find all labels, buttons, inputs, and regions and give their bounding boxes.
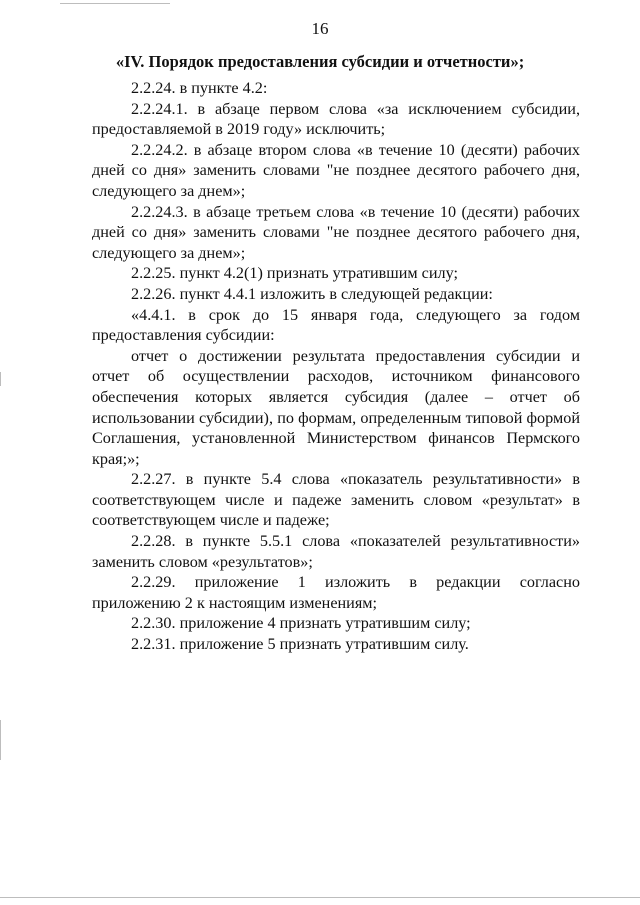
paragraph: 2.2.28. в пункте 5.5.1 слова «показателей результативности» заменить словом «результатов»; <box>92 532 580 571</box>
paragraph: 2.2.25. пункт 4.2(1) признать утратившим силу; <box>131 264 458 283</box>
paragraph: 2.2.26. пункт 4.4.1 изложить в следующей редакции: <box>131 284 493 303</box>
paragraph: отчет о достижении результата предоставления субсидии и отчет об осуществлении расходов, источником финансового обеспечения которых является субсидия (далее – отчет об использовании субсидии), по формам, определенным типовой формой Соглашения, установленной Министерством финансов Пермского края;»; <box>92 346 580 468</box>
paragraph: «4.4.1. в срок до 15 января года, следующего за годом предоставления субсидии: <box>92 305 580 345</box>
paragraph: 2.2.24.3. в абзаце третьем слова «в течение 10 (десяти) рабочих дней со дня» заменить словами "не позднее десятого рабочего дня, следующего за днем»; <box>92 202 580 262</box>
scan-edge-mark-top <box>60 3 170 4</box>
document-body <box>92 78 580 655</box>
scan-edge-mark-left-1 <box>0 372 1 386</box>
section-heading: «IV. Порядок предоставления субсидии и отчетности»; <box>115 52 525 71</box>
page-number: 16 <box>311 19 329 38</box>
paragraph: 2.2.24. в пункте 4.2: <box>131 79 268 97</box>
paragraph: 2.2.24.2. в абзаце втором слова «в течение 10 (десяти) рабочих дней со дня» заменить словами "не позднее десятого рабочего дня, следующего за днем»; <box>92 140 580 200</box>
paragraph: 2.2.31. приложение 5 признать утратившим силу. <box>131 635 469 654</box>
paragraph: 2.2.29. приложение 1 изложить в редакции согласно приложению 2 к настоящим изменениям; <box>92 573 580 612</box>
scan-edge-mark-left-2 <box>0 720 1 760</box>
paragraph: 2.2.30. приложение 4 признать утратившим силу; <box>131 614 471 633</box>
scan-edge-mark-bottom <box>0 897 640 898</box>
paragraph: 2.2.24.1. в абзаце первом слова «за исключением субсидии, предоставляемой в 2019 году» исключить; <box>92 99 580 139</box>
paragraph: 2.2.27. в пункте 5.4 слова «показатель результативности» в соответствующем числе и падеже заменить словом «результат» в соответствующем числе и падеже; <box>92 470 580 530</box>
